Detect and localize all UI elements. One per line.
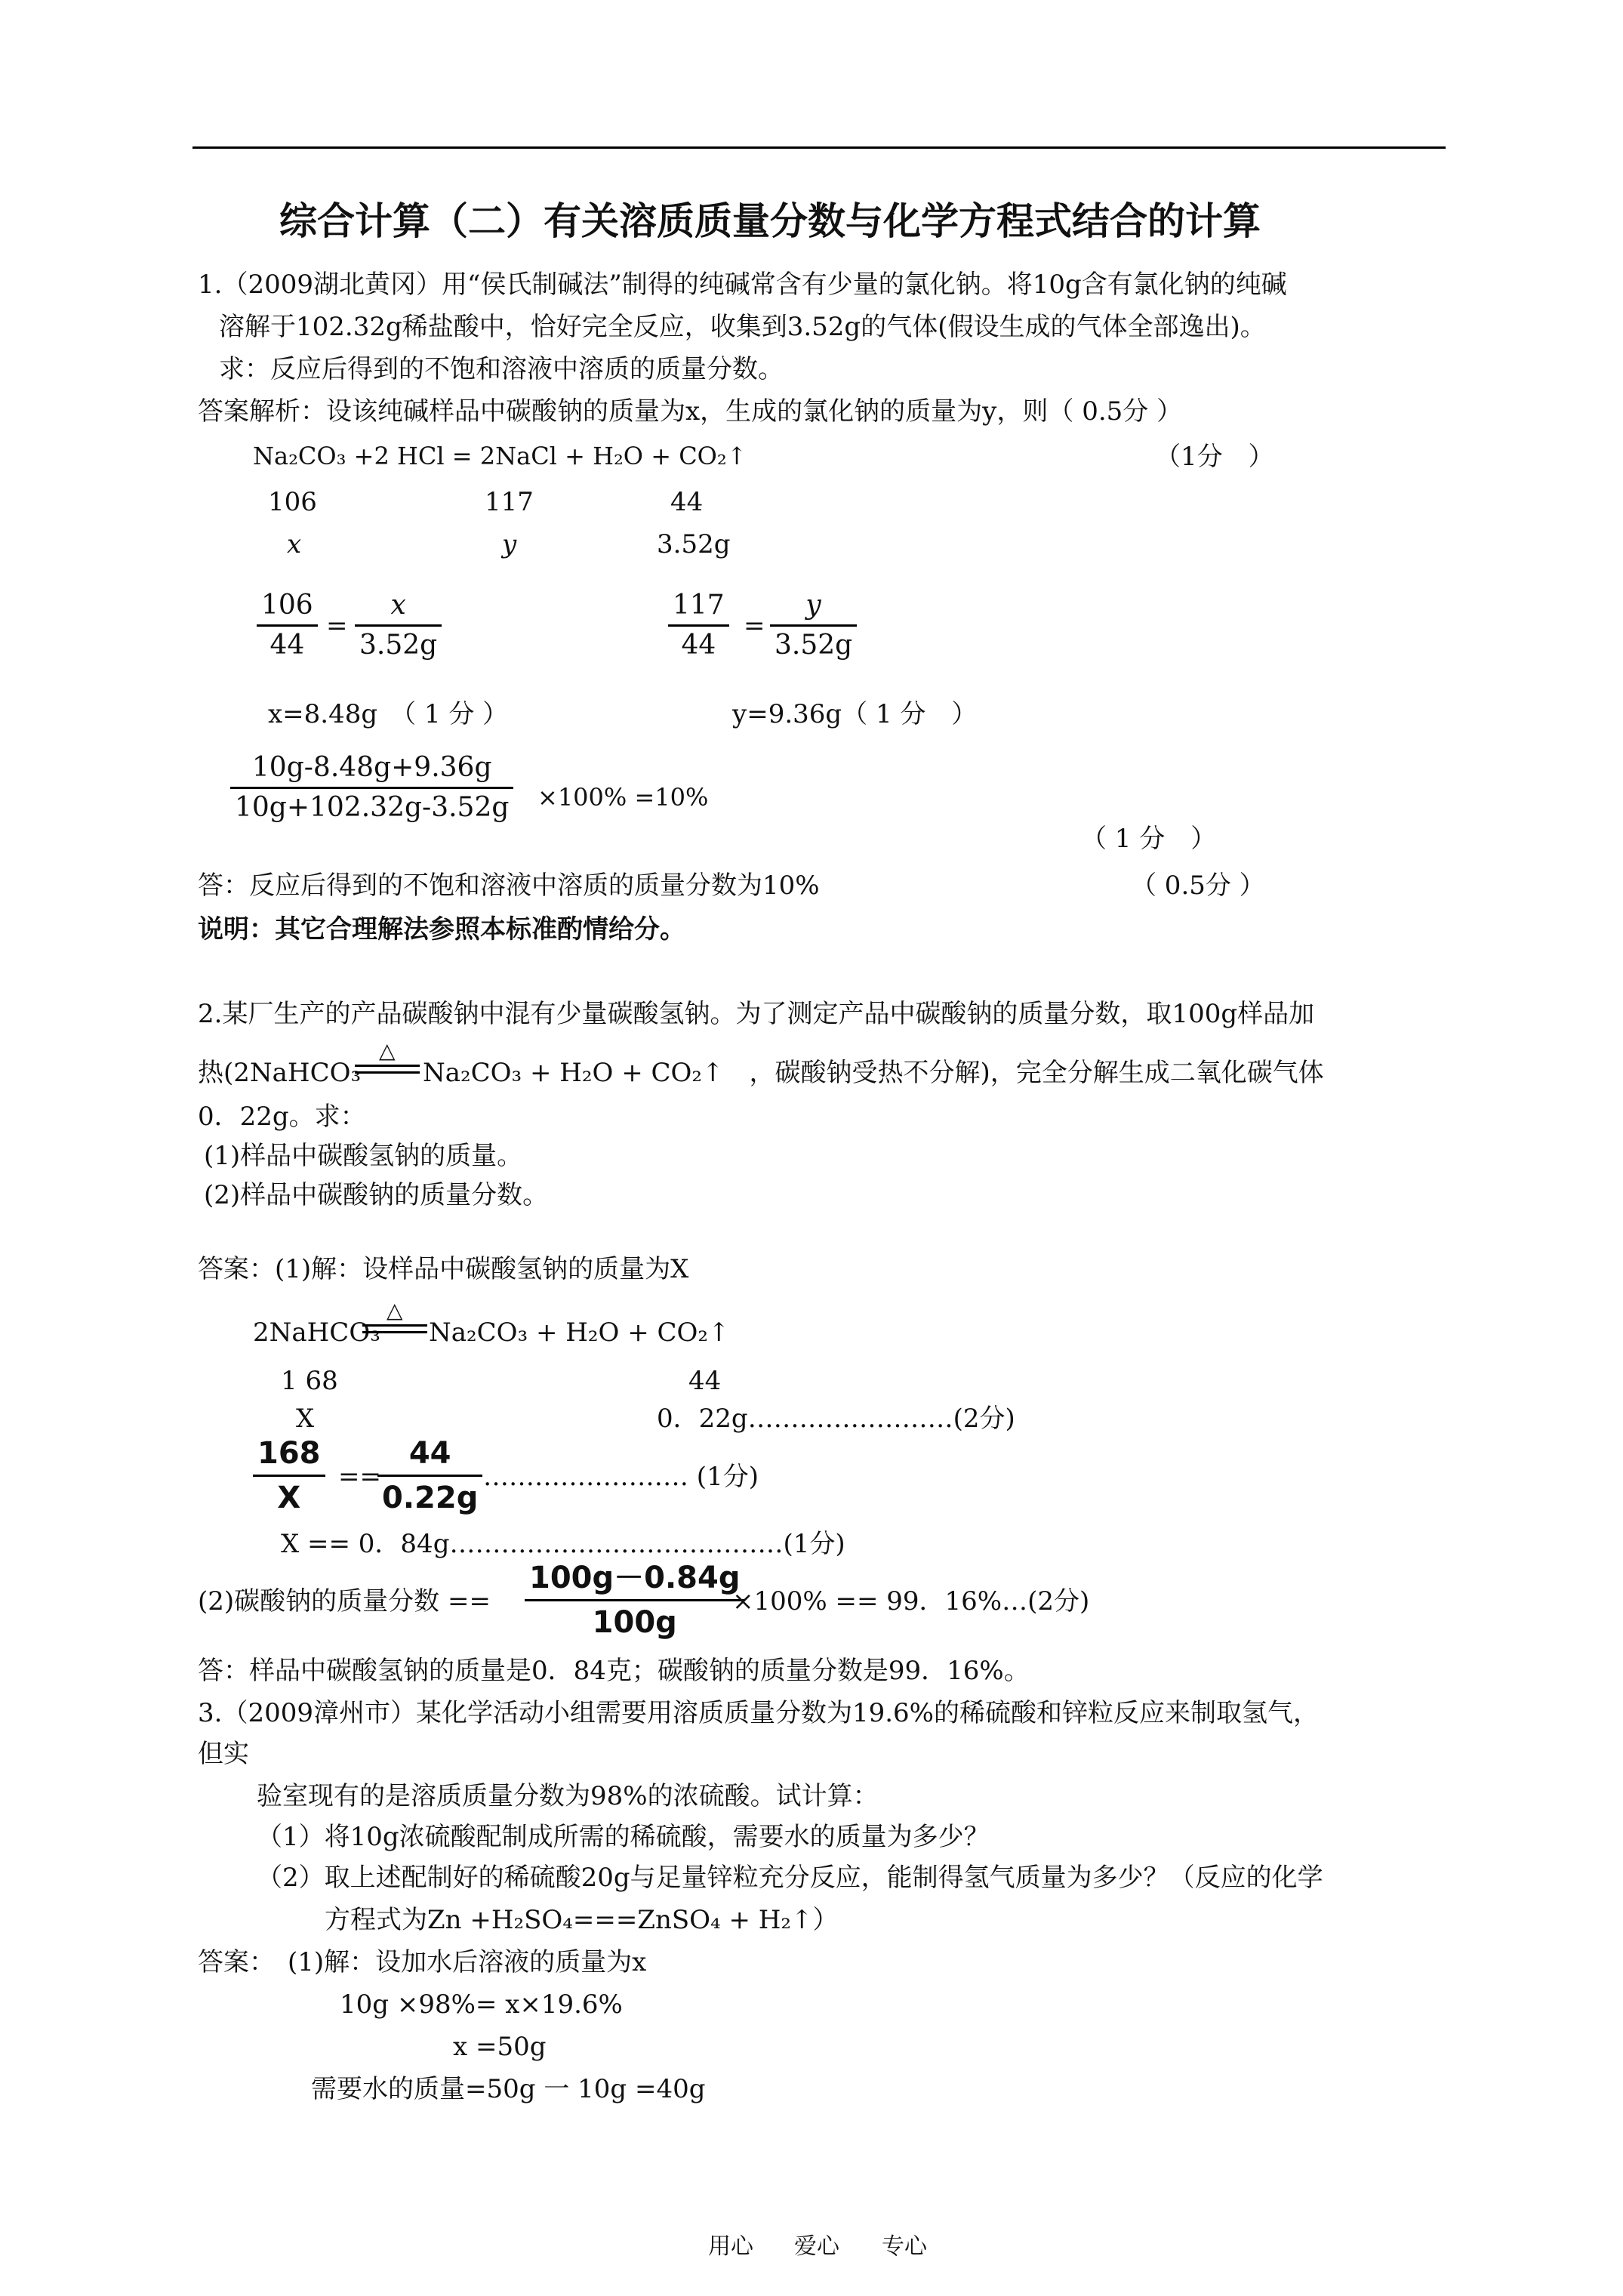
q2-x-result: X == 0．84g…………………………………(1分) — [281, 1529, 845, 1559]
q3-line1: 3.（2009漳州市）某化学活动小组需要用溶质质量分数为19.6%的稀硫酸和锌粒反应来制取氢气， — [198, 1698, 1319, 1728]
q2-mass-co2: 44 — [688, 1366, 722, 1396]
q1-big-fraction-tail: ×100% =10% — [537, 783, 709, 812]
q1-line1: 1.（2009湖北黄冈）用“侯氏制碱法”制得的纯碱常含有少量的氯化钠。将10g含有氯化钠的纯碱 — [198, 270, 1287, 300]
q1-note: 说明：其它合理解法参照本标准酌情给分。 — [198, 914, 685, 945]
q1-var-x: x — [287, 529, 302, 559]
q2-fraction-tail: …………………… (1分) — [483, 1462, 759, 1492]
q1-equals-1: = — [326, 611, 348, 641]
q2-fraction-right — [377, 1435, 482, 1517]
q1-fraction-2-left — [668, 589, 729, 662]
fraction-numerator: 106 — [261, 590, 313, 621]
q1-answer-intro: 答案解析：设该纯碱样品中碳酸钠的质量为x，生成的氯化钠的质量为y，则（ 0.5分 ） — [198, 396, 1183, 427]
q3-sub1: （1）将10g浓硫酸配制成所需的稀硫酸，需要水的质量为多少？ — [257, 1822, 990, 1852]
fraction-denominator: 0.22g — [382, 1481, 479, 1515]
q1-fraction-1-right — [355, 589, 442, 662]
delta-icon: △ — [387, 1298, 403, 1323]
q1-score-1: （ 1 分 ） — [1081, 824, 1217, 854]
q2-line2-post: Na₂CO₃ + H₂O + CO₂↑ ，碳酸钠受热不分解)，完全分解生成二氧化碳气体 — [423, 1058, 1324, 1088]
q1-line2: 溶解于102.32g稀盐酸中，恰好完全反应，收集到3.52g的气体(假设生成的气体全部逸出)。 — [219, 312, 1266, 342]
q2-eq-right: Na₂CO₃ + H₂O + CO₂↑ — [429, 1318, 730, 1348]
fraction-denominator: X — [277, 1481, 301, 1515]
q3-line3: 验室现有的是溶质质量分数为98%的浓硫酸。试计算： — [257, 1781, 879, 1811]
q1-result-x: x=8.48g （ 1 分 ） — [268, 699, 509, 729]
q2-answer-intro: 答案：(1)解：设样品中碳酸氢钠的质量为X — [198, 1254, 689, 1284]
q2-part2-tail: ×100% == 99．16%…(2分) — [732, 1586, 1090, 1616]
q1-equation: Na₂CO₃ +2 HCl = 2NaCl + H₂O + CO₂↑ — [253, 442, 747, 470]
q1-mass-nacl: 117 — [485, 487, 534, 517]
q2-eqeq: == — [338, 1462, 381, 1492]
header-rule — [192, 146, 1446, 149]
fraction-numerator: 100g－0.84g — [529, 1561, 741, 1595]
fraction-denominator: 10g+102.32g-3.52g — [235, 792, 510, 823]
q2-part2-label: (2)碳酸钠的质量分数 == — [198, 1586, 491, 1616]
q3-calc3: 需要水的质量=50g 一 10g =40g — [311, 2074, 706, 2104]
q1-line3: 求：反应后得到的不饱和溶液中溶质的质量分数。 — [219, 354, 784, 384]
q3-answer-intro: 答案： (1)解：设加水后溶液的质量为x — [198, 1947, 647, 1977]
heating-condition — [355, 1040, 420, 1078]
q1-fraction-2-right — [770, 589, 857, 662]
q1-big-fraction — [230, 751, 513, 824]
q2-line1: 2.某厂生产的产品碳酸钠中混有少量碳酸氢钠。为了测定产品中碳酸钠的质量分数，取100g样品加 — [198, 999, 1315, 1029]
q2-answer: 答：样品中碳酸氢钠的质量是0．84克；碳酸钠的质量分数是99．16%。 — [198, 1656, 1030, 1686]
fraction-denominator: 3.52g — [775, 630, 853, 661]
q1-var-co2: 3.52g — [657, 529, 731, 559]
fraction-numerator: y — [805, 590, 821, 621]
q1-result-y: y=9.36g（ 1 分 ） — [732, 699, 978, 729]
fraction-denominator: 44 — [681, 630, 716, 661]
q2-line2-pre: 热(2NaHCO₃ — [198, 1058, 362, 1088]
q3-calc1: 10g ×98%= x×19.6% — [340, 1989, 623, 2020]
footer-word-3: 专心 — [882, 2233, 927, 2260]
footer-word-1: 用心 — [708, 2233, 753, 2260]
page-title: 综合计算（二）有关溶质质量分数与化学方程式结合的计算 — [279, 199, 1261, 243]
fraction-numerator: 168 — [257, 1436, 321, 1471]
q1-equation-score: （1分 ） — [1155, 442, 1274, 472]
heating-condition-2 — [362, 1300, 427, 1338]
q1-mass-na2co3: 106 — [268, 487, 317, 517]
q2-fraction-left — [253, 1435, 325, 1517]
q3-line2: 但实 — [198, 1739, 249, 1769]
q2-sub1: (1)样品中碳酸氢钠的质量。 — [204, 1141, 523, 1171]
footer-word-2: 爱心 — [794, 2233, 839, 2260]
fraction-numerator: 10g-8.48g+9.36g — [251, 752, 492, 783]
q1-answer: 答：反应后得到的不饱和溶液中溶质的质量分数为10% — [198, 871, 820, 901]
q1-equals-2: = — [744, 611, 765, 641]
q1-var-y: y — [502, 529, 517, 559]
fraction-numerator: x — [390, 590, 406, 621]
q2-var-co2: 0．22g……………………(2分) — [657, 1404, 1015, 1434]
q1-answer-score: （ 0.5分 ） — [1131, 871, 1265, 901]
q2-mass-nahco3: 1 68 — [281, 1366, 338, 1396]
fraction-numerator: 44 — [408, 1436, 451, 1471]
q2-var-x: X — [296, 1404, 315, 1434]
q1-mass-co2: 44 — [670, 487, 704, 517]
delta-icon: △ — [379, 1038, 396, 1063]
q3-sub2: （2）取上述配制好的稀硫酸20g与足量锌粒充分反应，能制得氢气质量为多少？（反应的化学 — [257, 1863, 1323, 1893]
q2-eq-left: 2NaHCO₃ — [253, 1318, 380, 1348]
fraction-denominator: 44 — [269, 630, 305, 661]
q3-sub2-equation: 方程式为Zn +H₂SO₄===ZnSO₄ + H₂↑） — [325, 1905, 839, 1935]
q1-fraction-1-left — [257, 589, 318, 662]
q2-sub2: (2)样品中碳酸钠的质量分数。 — [204, 1180, 549, 1210]
q2-part2-fraction — [525, 1559, 744, 1641]
q2-line3: 0．22g。求： — [198, 1102, 366, 1132]
fraction-denominator: 100g — [592, 1605, 677, 1640]
fraction-denominator: 3.52g — [359, 630, 438, 661]
fraction-numerator: 117 — [673, 590, 725, 621]
q3-calc2: x =50g — [453, 2032, 547, 2062]
